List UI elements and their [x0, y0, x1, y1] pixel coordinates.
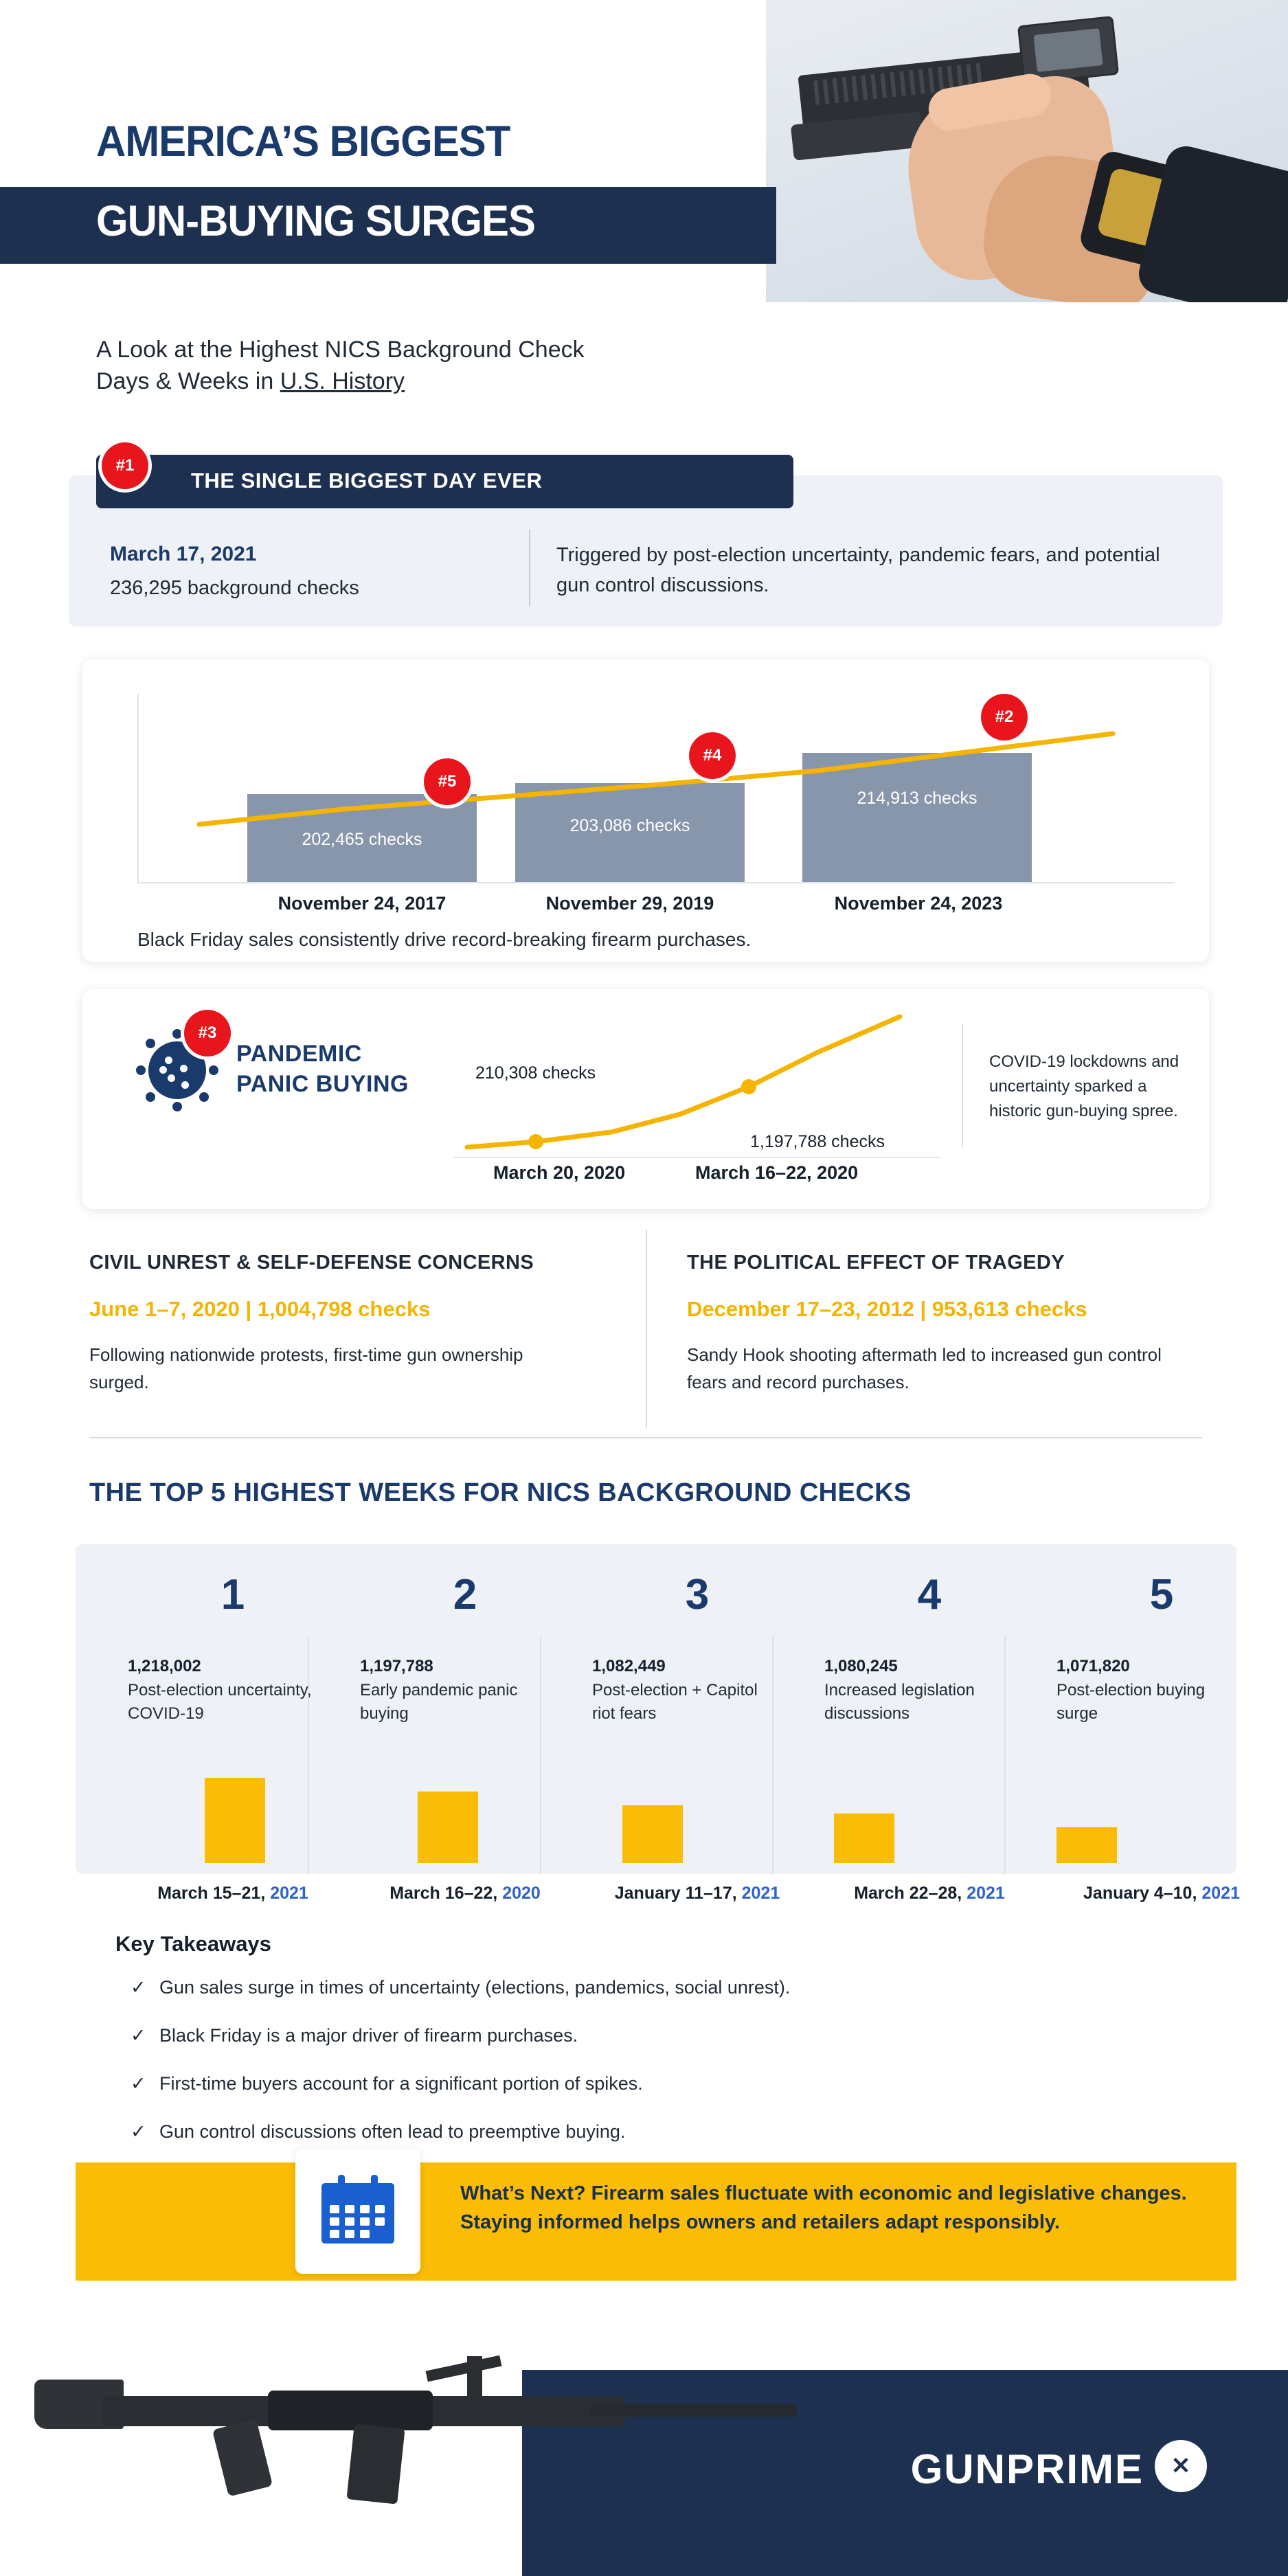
virus-dot: [180, 1065, 188, 1072]
pandemic-divider: [962, 1024, 963, 1147]
virus-spike: [136, 1065, 146, 1075]
top5-bar-4: [834, 1814, 894, 1863]
pandemic-point2-value: 1,197,788 checks: [750, 1132, 885, 1151]
biggest-day-date: March 17, 2021: [110, 543, 257, 565]
top5-description-1: Post-election uncertainty, COVID-19: [128, 1681, 312, 1723]
hero-section: [0, 0, 1288, 316]
calendar-cell: [345, 2205, 354, 2213]
top5-separator: [1004, 1636, 1006, 1874]
virus-spike: [199, 1092, 209, 1102]
top5-date-main-5: January 4–10,: [1083, 1884, 1202, 1903]
virus-spike: [146, 1092, 155, 1102]
calendar-cell: [360, 2217, 370, 2226]
virus-dot: [168, 1074, 175, 1082]
check-icon: ✓: [131, 2073, 146, 2094]
top5-date-3: [581, 1884, 813, 1903]
subtitle-line1: A Look at the Highest NICS Background Check: [96, 337, 585, 363]
top5-value-1: 1,218,002: [128, 1657, 201, 1675]
top5-separator: [772, 1636, 773, 1874]
two-column-divider: [646, 1230, 647, 1427]
biggest-day-divider: [529, 529, 530, 606]
top5-separator: [308, 1636, 309, 1874]
virus-dot: [159, 1066, 167, 1074]
black-friday-xlabel-1: November 24, 2017: [278, 893, 447, 914]
pandemic-description: COVID-19 lockdowns and uncertainty sparked a historic gun-buying spree.: [989, 1052, 1179, 1120]
black-friday-xlabel-3: November 24, 2023: [834, 893, 1003, 914]
top5-separator: [540, 1636, 541, 1874]
rifle-handguard-shape: [268, 2391, 433, 2430]
page-title-line1: AMERICA’S BIGGEST: [96, 117, 510, 166]
calendar-cell: [330, 2230, 339, 2238]
black-friday-xaxis: [137, 882, 1175, 883]
optic-glass-shape: [1033, 28, 1103, 72]
virus-spike: [146, 1039, 155, 1048]
top5-date-year-2: 2020: [502, 1884, 541, 1903]
rifle-photo: [14, 2336, 824, 2507]
pandemic-title-line1: PANDEMIC: [236, 1041, 362, 1067]
rank-badge-5: #5: [424, 758, 471, 805]
takeaway-item-2: Black Friday is a major driver of firearm purchases.: [159, 2025, 578, 2046]
pandemic-point2-date: March 16–22, 2020: [695, 1162, 859, 1183]
black-friday-bar-label-1: 202,465 checks: [302, 830, 422, 849]
top5-rank-2: 2: [453, 1571, 477, 1618]
black-friday-yaxis: [137, 694, 139, 883]
brand-x-glyph: ✕: [1171, 2453, 1191, 2479]
black-friday-bar-3: [802, 753, 1032, 882]
black-friday-bar-label-3: 214,913 checks: [857, 789, 978, 808]
top5-date-4: [813, 1884, 1046, 1903]
rifle-grip-shape: [212, 2419, 273, 2497]
calendar-header-shape: [321, 2183, 394, 2198]
calendar-cell: [330, 2205, 339, 2213]
top5-value-2: 1,197,788: [360, 1657, 433, 1675]
section-rule: [89, 1437, 1202, 1438]
top5-section-title: THE TOP 5 HIGHEST WEEKS FOR NICS BACKGROUND CHECKS: [89, 1478, 912, 1507]
whats-next-text: What’s Next? Firearm sales fluctuate with economic and legislative changes. Staying informed helps owners and retailers adapt responsibly.: [460, 2182, 1187, 2233]
top5-rank-3: 3: [685, 1571, 710, 1618]
key-takeaways-title: Key Takeaways: [115, 1932, 271, 1956]
calendar-cell: [345, 2230, 354, 2238]
calendar-cell: [375, 2217, 385, 2226]
subtitle-line2-pre: Days & Weeks in: [96, 368, 280, 394]
top5-date-main-2: March 16–22,: [389, 1884, 503, 1903]
page-title-line2: GUN-BUYING SURGES: [96, 197, 535, 245]
check-icon: ✓: [131, 1977, 146, 1998]
civil-unrest-stat: June 1–7, 2020 | 1,004,798 checks: [89, 1297, 431, 1321]
rank-badge-1: #1: [102, 442, 148, 489]
political-tragedy-stat: December 17–23, 2012 | 953,613 checks: [687, 1297, 1087, 1321]
biggest-day-checks: 236,295 background checks: [110, 577, 359, 599]
top5-bar-3: [622, 1805, 683, 1863]
pandemic-point1-value: 210,308 checks: [475, 1063, 596, 1083]
biggest-day-description: Triggered by post-election uncertainty, pandemic fears, and potential gun control discussions.: [556, 544, 1160, 596]
black-friday-note: Black Friday sales consistently drive record-breaking firearm purchases.: [137, 929, 752, 950]
top5-rank-4: 4: [917, 1571, 942, 1618]
biggest-day-banner-label: THE SINGLE BIGGEST DAY EVER: [191, 468, 543, 493]
civil-unrest-description: Following nationwide protests, first-time gun ownership surged.: [89, 1344, 523, 1392]
check-icon: ✓: [131, 2025, 146, 2046]
takeaway-item-1: Gun sales surge in times of uncertainty (elections, pandemics, social unrest).: [159, 1977, 791, 1998]
top5-value-4: 1,080,245: [824, 1657, 898, 1675]
top5-date-main-1: March 15–21,: [157, 1884, 271, 1903]
calendar-cell: [345, 2217, 354, 2226]
black-friday-bar-label-2: 203,086 checks: [569, 816, 690, 835]
top5-date-1: [117, 1884, 349, 1903]
page-subtitle: [96, 334, 824, 397]
pandemic-xaxis: [453, 1157, 941, 1158]
black-friday-xlabel-2: November 29, 2019: [545, 893, 714, 914]
calendar-cell: [330, 2217, 339, 2226]
pandemic-point1-date: March 20, 2020: [493, 1162, 626, 1183]
political-tragedy-title: THE POLITICAL EFFECT OF TRAGEDY: [687, 1252, 1065, 1274]
top5-date-main-3: January 11–17,: [614, 1884, 742, 1903]
calendar-cell: [360, 2205, 370, 2213]
top5-value-3: 1,082,449: [592, 1657, 666, 1675]
virus-spike: [172, 1102, 182, 1111]
pandemic-title-line2: PANIC BUYING: [236, 1071, 409, 1097]
top5-description-5: Post-election buying surge: [1057, 1681, 1206, 1723]
pandemic-title: [236, 1039, 409, 1099]
top5-description-3: Post-election + Capitol riot fears: [592, 1681, 758, 1723]
rank-badge-4: #4: [689, 732, 736, 779]
top5-date-5: [1046, 1884, 1278, 1903]
calendar-cell: [360, 2230, 370, 2238]
top5-bar-5: [1057, 1827, 1117, 1863]
top5-value-5: 1,071,820: [1057, 1657, 1130, 1675]
takeaway-item-3: First-time buyers account for a significant portion of spikes.: [159, 2073, 643, 2094]
virus-dot: [181, 1081, 189, 1089]
virus-spike: [209, 1065, 218, 1075]
top5-description-2: Early pandemic panic buying: [360, 1681, 518, 1723]
rifle-barrel-shape: [591, 2404, 797, 2417]
top5-bar-2: [418, 1792, 478, 1863]
virus-dot: [165, 1057, 172, 1064]
virus-spike: [172, 1029, 182, 1039]
subtitle-line2-underlined: U.S. History: [280, 368, 405, 394]
top5-rank-1: 1: [221, 1571, 245, 1618]
brand-wordmark: GUNPRIME: [910, 2446, 1144, 2492]
rank-badge-3: #3: [184, 1010, 231, 1057]
calendar-cell: [375, 2205, 385, 2213]
top5-date-year-4: 2021: [967, 1884, 1005, 1903]
rifle-carry-handle-shape: [426, 2355, 502, 2382]
top5-bar-1: [205, 1778, 265, 1863]
top5-date-main-4: March 22–28,: [854, 1884, 967, 1903]
top5-date-year-3: 2021: [741, 1884, 780, 1903]
rifle-magazine-shape: [346, 2424, 405, 2504]
takeaway-item-4: Gun control discussions often lead to preemptive buying.: [159, 2121, 626, 2142]
top5-description-4: Increased legislation discussions: [824, 1681, 975, 1723]
top5-date-year-5: 2021: [1201, 1884, 1240, 1903]
civil-unrest-title: CIVIL UNREST & SELF-DEFENSE CONCERNS: [89, 1252, 534, 1274]
check-icon: ✓: [131, 2121, 146, 2142]
top5-rank-5: 5: [1149, 1571, 1174, 1618]
top5-date-year-1: 2021: [270, 1884, 308, 1903]
calendar-icon: [321, 2175, 394, 2246]
political-tragedy-description: Sandy Hook shooting aftermath led to increased gun control fears and record purchases.: [687, 1344, 1162, 1392]
pistol-photo: [766, 0, 1288, 302]
top5-date-2: [349, 1884, 581, 1903]
rank-badge-2: #2: [981, 694, 1028, 741]
